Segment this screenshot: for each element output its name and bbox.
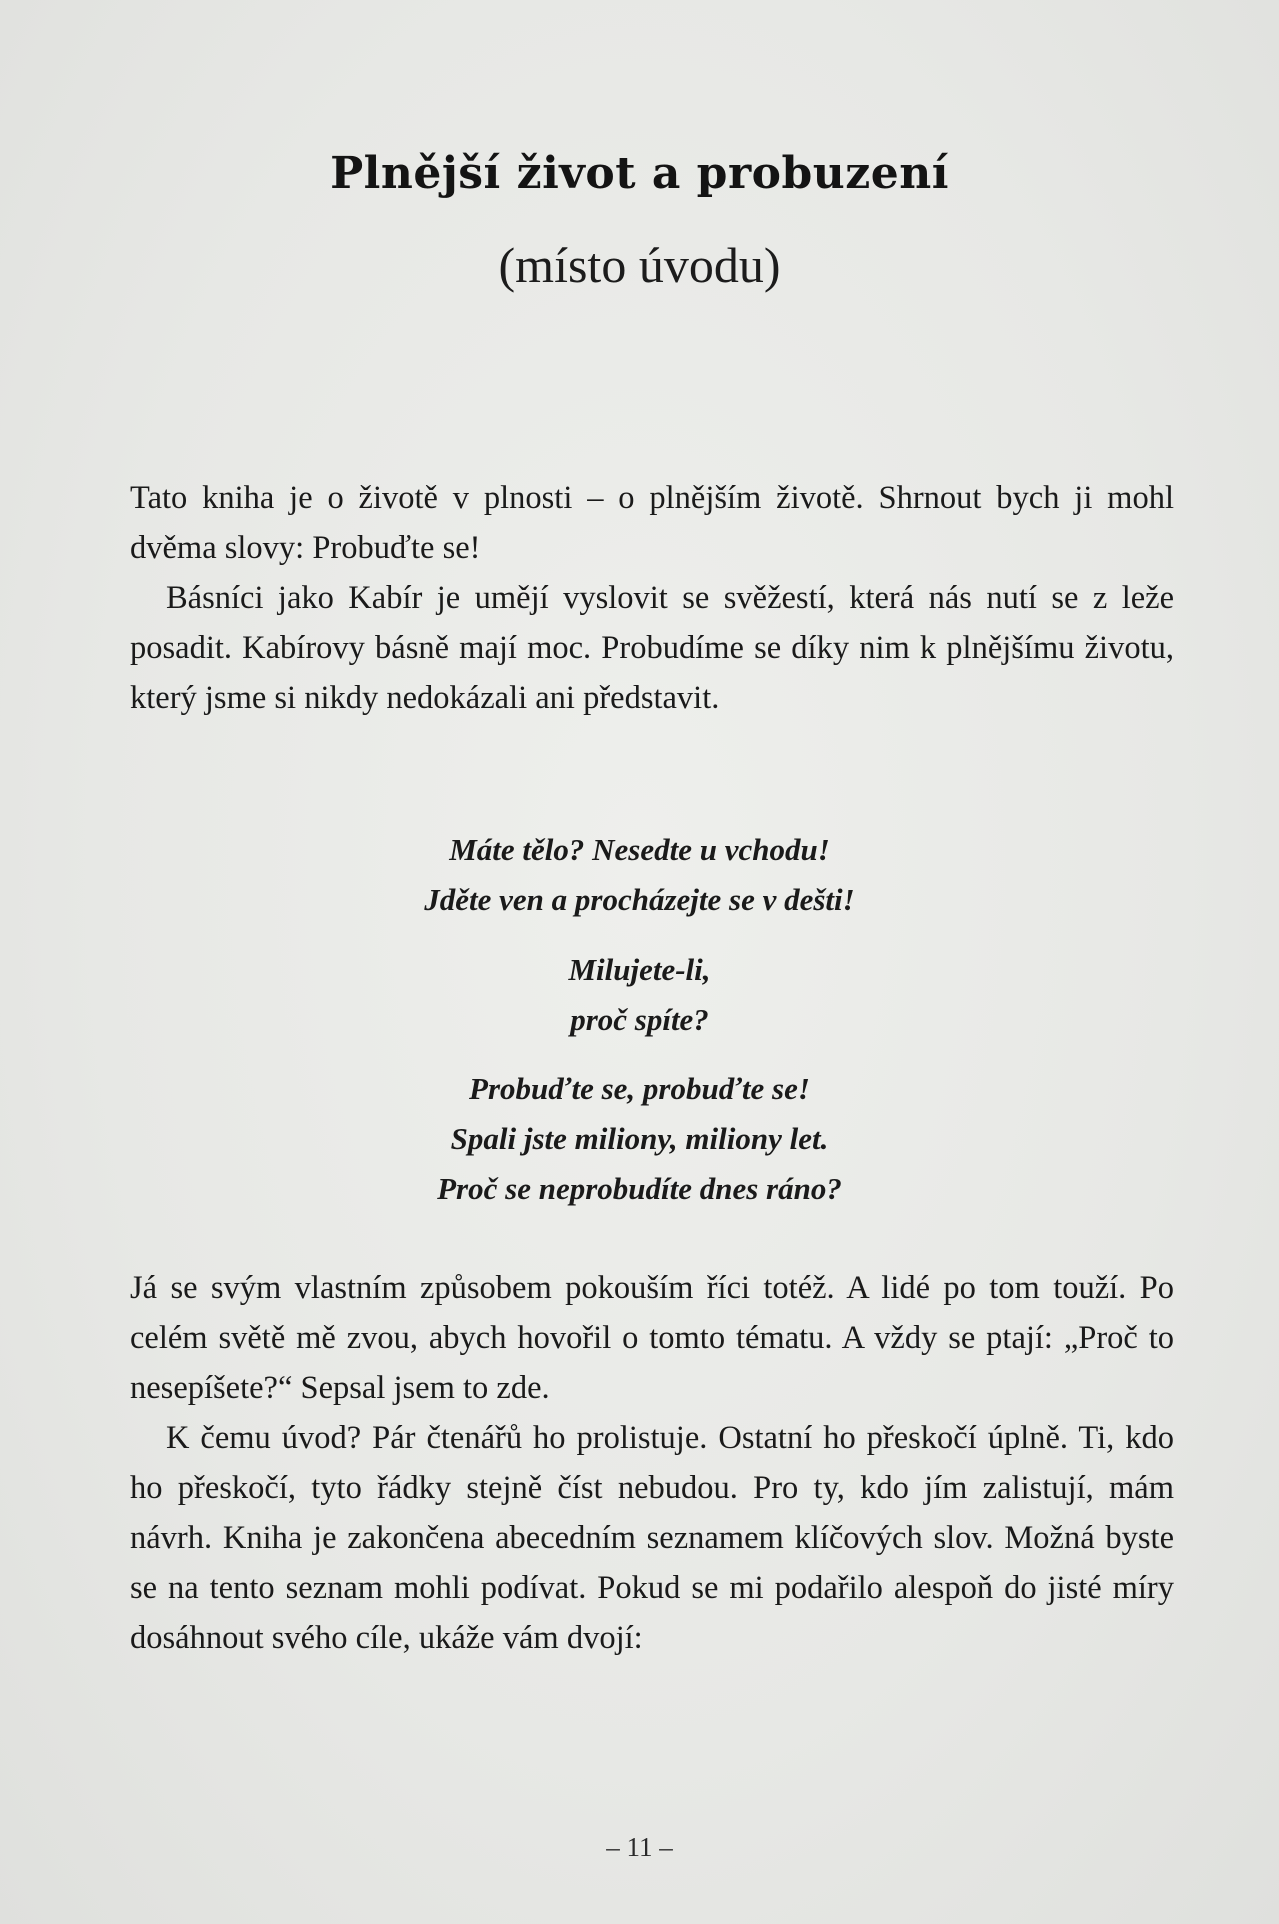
- chapter-subtitle: (místo úvodu): [498, 237, 781, 293]
- paragraph: Já se svým vlastním způsobem pokouším říci totéž. A lidé po tom touží. Po celém světě mě zvou, abych hovořil o tomto tématu. A vždy se ptají: „Proč to nesepíšete?“ Sepsal jsem to zde.: [130, 1270, 1174, 1406]
- intro-text: [130, 473, 1174, 723]
- poem-line: Spali jste miliony, miliony let.: [450, 1121, 829, 1156]
- poem-stanza: [0, 945, 1279, 1045]
- paragraph: K čemu úvod? Pár čtenářů ho prolistuje. Ostatní ho přeskočí úplně. Ti, kdo ho přeskočí, tyto řádky stejně číst nebudou. Pro ty, kdo jím zalistují, mám návrh. Kniha je zakončena abecedním seznamem klíčových slov. Možná byste se na tento seznam mohli podívat. Pokud se mi podařilo alespoň do jisté míry dosáhnout svého cíle, ukáže vám dvojí:: [130, 1420, 1174, 1656]
- poem-stanza: [0, 1064, 1279, 1214]
- outro-text: [130, 1263, 1174, 1663]
- poem-line: Jděte ven a procházejte se v dešti!: [424, 882, 855, 917]
- page-number: – 11 –: [606, 1832, 673, 1862]
- paragraph: Tato kniha je o životě v plnosti – o plnějším životě. Shrnout bych ji mohl dvěma slovy: Probuďte se!: [130, 480, 1174, 566]
- poem-line: Proč se neprobudíte dnes ráno?: [437, 1171, 842, 1206]
- poem-stanza: [0, 825, 1279, 925]
- poem-line: Probuďte se, probuďte se!: [469, 1071, 810, 1106]
- chapter-title: Plnější život a probuzení: [330, 148, 949, 199]
- paragraph: Básníci jako Kabír je umějí vyslovit se svěžestí, která nás nutí se z leže posadit. Kabírovy básně mají moc. Probudíme se díky nim k plnějšímu životu, který jsme si nikdy nedokázali ani představit.: [130, 580, 1174, 716]
- poem-line: Milujete-li,: [568, 952, 711, 987]
- poem-line: proč spíte?: [570, 1002, 709, 1037]
- poem-line: Máte tělo? Nesedte u vchodu!: [449, 832, 830, 867]
